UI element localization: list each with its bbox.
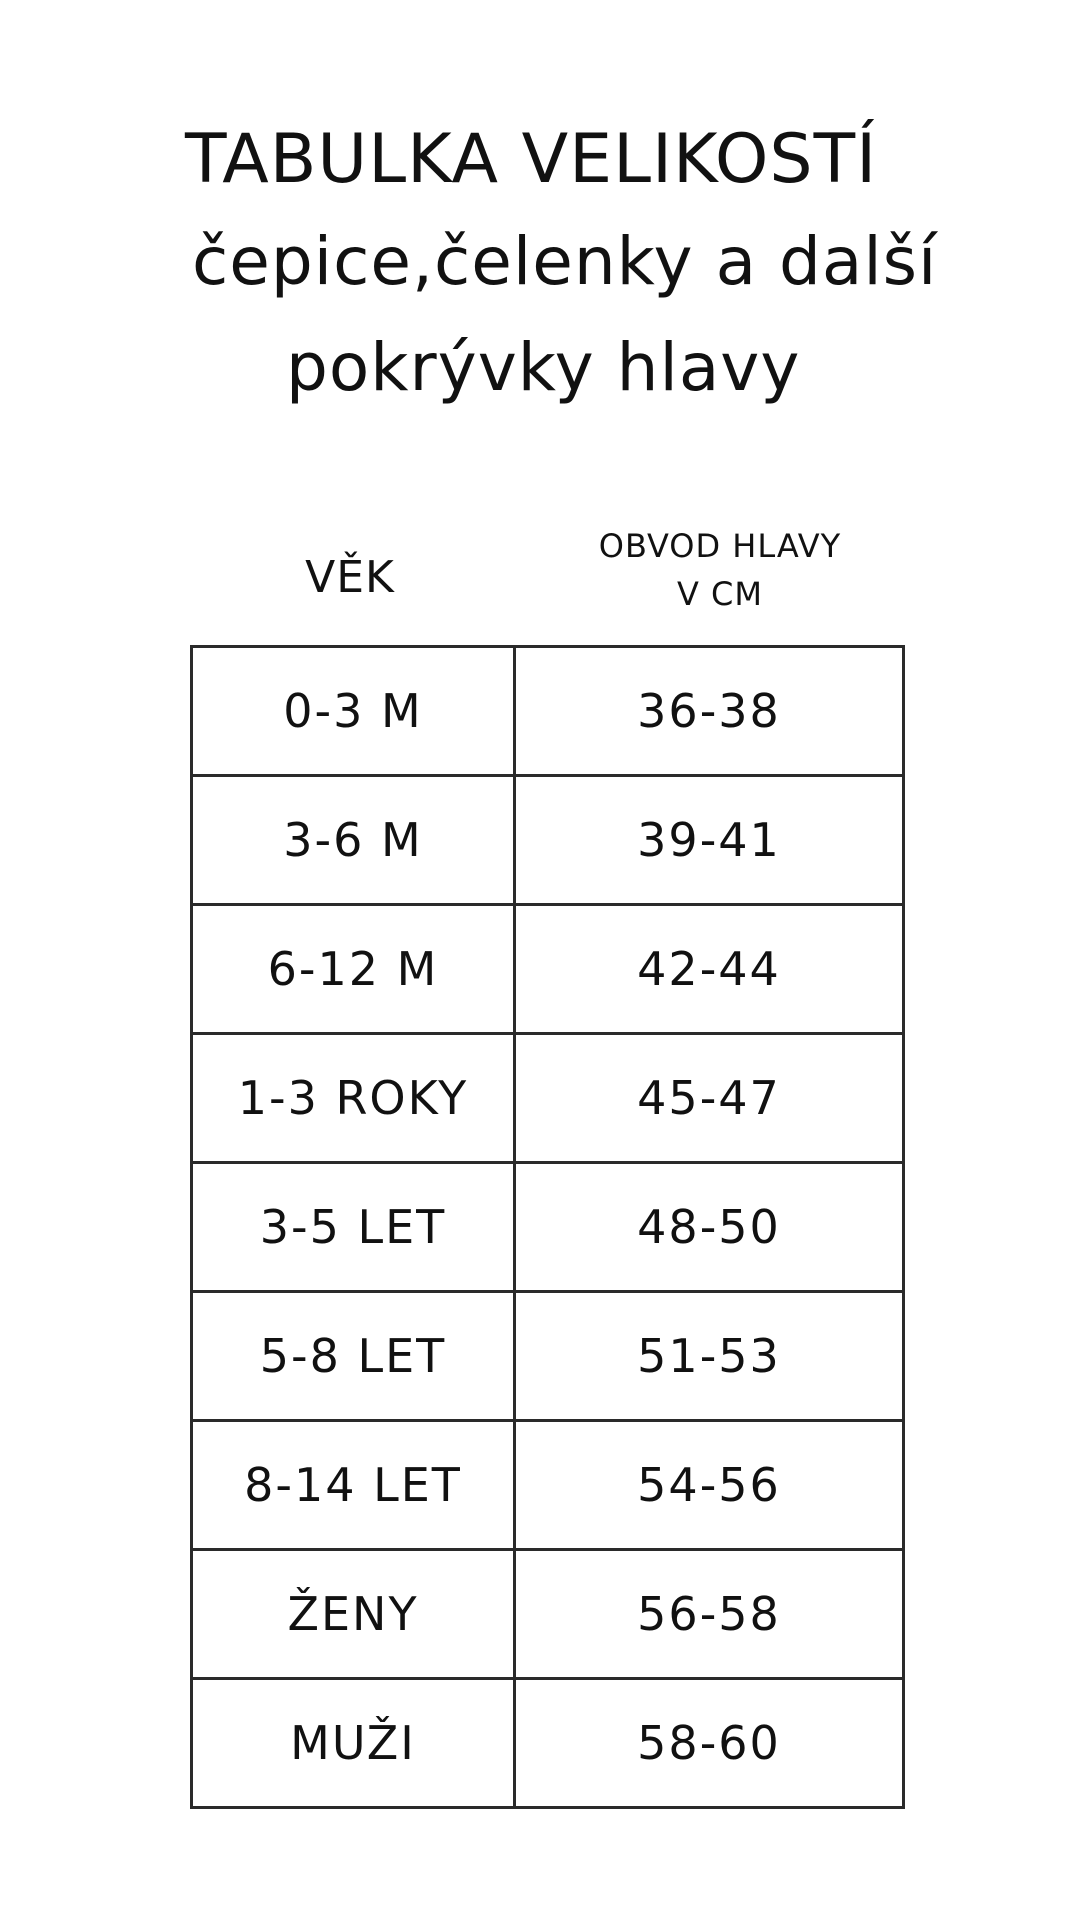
circumference-cell: 45-47 <box>515 1034 904 1163</box>
column-header-circumference-line-1: OBVOD HLAVY <box>598 527 842 565</box>
circumference-cell: 58-60 <box>515 1679 904 1808</box>
size-table <box>190 645 905 1809</box>
age-cell: 1-3 ROKY <box>192 1034 515 1163</box>
circumference-cell: 56-58 <box>515 1550 904 1679</box>
circumference-cell: 51-53 <box>515 1292 904 1421</box>
subtitle-line-1: čepice,čelenky a další <box>192 223 938 300</box>
age-cell: 6-12 M <box>192 905 515 1034</box>
age-cell: 3-5 LET <box>192 1163 515 1292</box>
table-row <box>192 1679 904 1808</box>
age-cell: ŽENY <box>192 1550 515 1679</box>
table-row <box>192 905 904 1034</box>
age-cell: 8-14 LET <box>192 1421 515 1550</box>
table-row <box>192 1292 904 1421</box>
column-header-circumference <box>530 522 910 618</box>
column-header-circumference-line-2: V CM <box>676 575 763 613</box>
circumference-cell: 36-38 <box>515 647 904 776</box>
circumference-cell: 54-56 <box>515 1421 904 1550</box>
age-cell: 5-8 LET <box>192 1292 515 1421</box>
age-cell: MUŽI <box>192 1679 515 1808</box>
table-row <box>192 1421 904 1550</box>
circumference-cell: 48-50 <box>515 1163 904 1292</box>
table-row <box>192 1163 904 1292</box>
table-row <box>192 1034 904 1163</box>
table-row <box>192 1550 904 1679</box>
page-title: TABULKA VELIKOSTÍ <box>185 120 878 199</box>
column-header-age: VĚK <box>305 552 395 603</box>
age-cell: 3-6 M <box>192 776 515 905</box>
subtitle-line-2: pokrývky hlavy <box>286 329 801 406</box>
age-cell: 0-3 M <box>192 647 515 776</box>
table-row <box>192 776 904 905</box>
circumference-cell: 39-41 <box>515 776 904 905</box>
table-row <box>192 647 904 776</box>
circumference-cell: 42-44 <box>515 905 904 1034</box>
